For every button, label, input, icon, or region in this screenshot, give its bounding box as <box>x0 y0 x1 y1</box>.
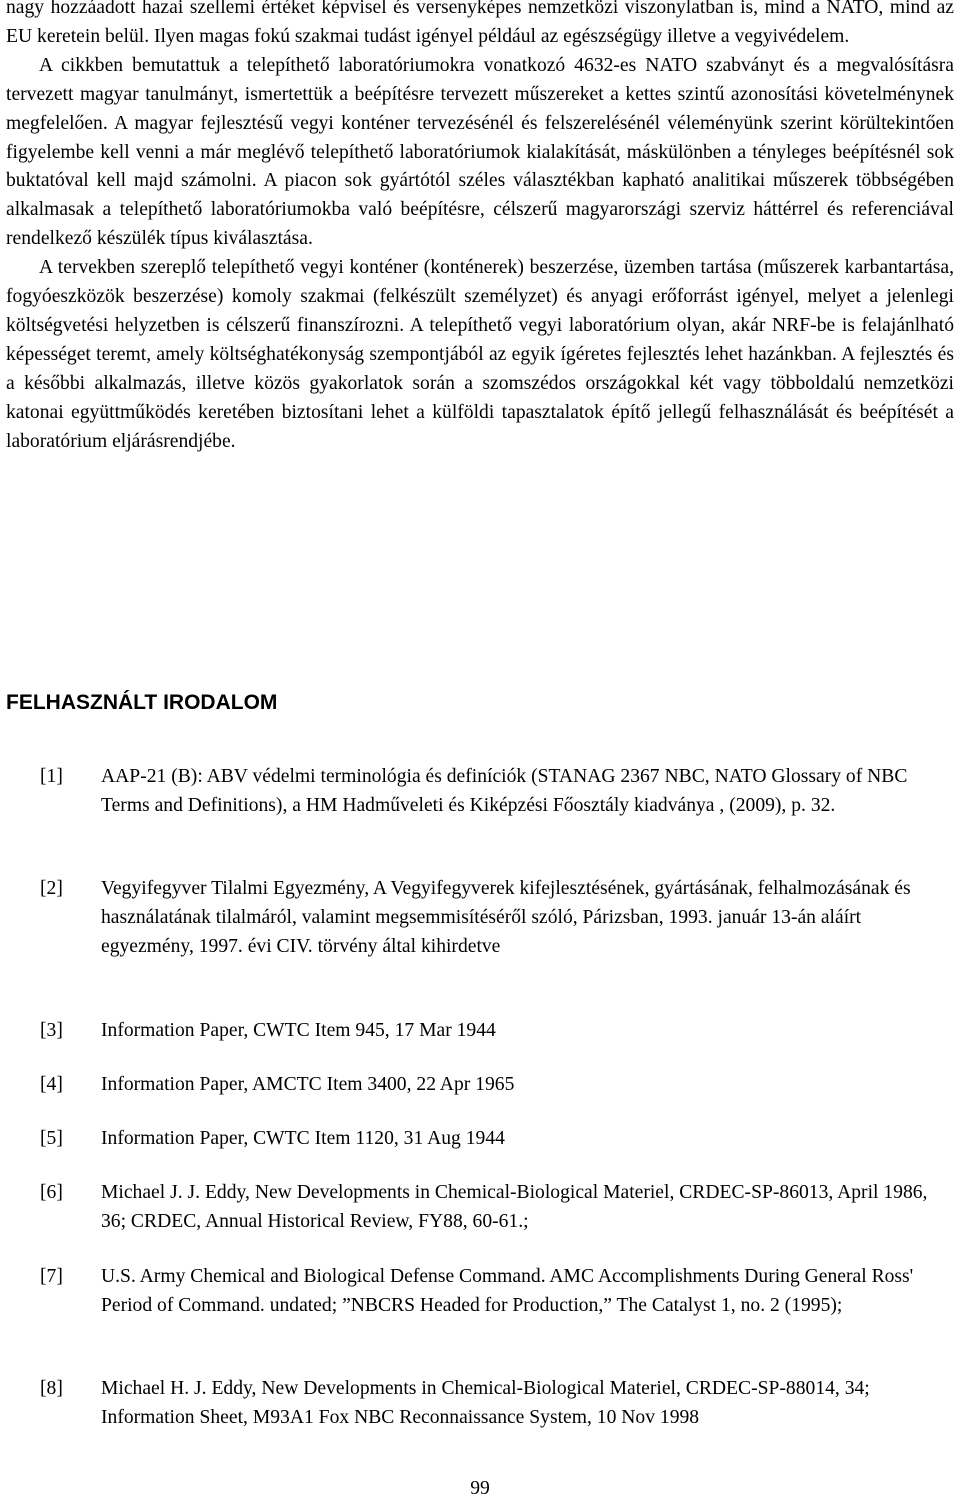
reference-text: Information Paper, CWTC Item 945, 17 Mar 1944 <box>101 1020 496 1041</box>
paragraph-summary-part-1: A cikkben bemutattuk a telepíthető laboratóriumokra vonatkozó 4632-es NATO szabványt és a megvalósításra tervezett magyar tanulmányt, ismertettük a beépítésre tervezett műszereket a kettes szintű azonosítási követelménynek megfelelően. <box>6 54 954 134</box>
reference-number: [6] <box>40 1182 63 1203</box>
reference-number: [1] <box>40 766 63 787</box>
reference-number: [5] <box>40 1128 63 1149</box>
references-heading: FELHASZNÁLT IRODALOM <box>6 691 278 714</box>
reference-text: Vegyifegyver Tilalmi Egyezmény, A Vegyifegyverek kifejlesztésének, gyártásának, felhalmozásának és használatának tilalmáról, valamint megsemmisítéséről szóló, Párizsban, 1993. január 13-án aláírt egyezmény, 1997. évi CIV. törvény által kihirdetve <box>101 878 911 957</box>
paragraph-continued: nagy hozzáadott hazai szellemi értéket képvisel és versenyképes nemzetközi viszonylatban is, mind a NATO, mind az EU keretein belül. Ilyen magas fokú szakmai tudást igényel például az egészségügy illetve a vegyivédelem. <box>6 0 954 47</box>
reference-number: [8] <box>40 1378 63 1399</box>
paragraph-plans: A tervekben szereplő telepíthető vegyi konténer (konténerek) beszerzése, üzemben tartása (műszerek karbantartása, fogyóeszközök beszerzése) komoly szakmai (felkészült személyzet) és anyagi erőforrást igényel, melyet a jelenlegi költségvetési helyzetben is célszerű finanszírozni. A telepíthető vegyi laboratórium olyan, akár NRF-be is felajánlható képességet teremt, amely költséghatékonyság szempontjából az egyik ígéretes fejlesztés lehet hazánkban. A fejlesztés és a későbbi alkalmazás, illetve közös gyakorlatok során a szomszédos országokkal két vagy többoldalú nemzetközi katonai együttműködés keretében biztosítani lehet a külföldi tapasztalatok építő jellegű felhasználását és beépítését a laboratórium eljárásrendjébe. <box>6 257 954 452</box>
paragraph-summary <box>6 52 954 254</box>
page-number: 99 <box>470 1478 490 1499</box>
reference-text: AAP-21 (B): ABV védelmi terminológia és definíciók (STANAG 2367 NBC, NATO Glossary of NBC Terms and Definitions), a HM Hadműveleti és Kiképzési Főosztály kiadványa , (2009), p. 32. <box>101 766 908 816</box>
paragraph-summary-part-2: A magyar fejlesztésű vegyi konténer tervezésénél és felszerelésénél véleményünk szerint körültekintően figyelembe kell venni a már meglévő telepíthető laboratóriumok kialakítását, máskülönben a tényleges beépítésnél sok buktatóval kell majd számolni. <box>6 112 954 192</box>
reference-text: Michael H. J. Eddy, New Developments in Chemical-Biological Materiel, CRDEC-SP-88014, 34; Information Sheet, M93A1 Fox NBC Reconnaissance System, 10 Nov 1998 <box>101 1378 870 1428</box>
paragraph-summary-part-3: A piacon sok gyártótól széles választékban kapható analitikai műszerek többségében alkalmasak a telepíthető laboratóriumokba való beépítésre, célszerű magyarországi szerviz háttérrel és referenciával rendelkező készülék típus kiválasztása. <box>6 170 954 250</box>
reference-number: [2] <box>40 878 63 899</box>
reference-text: Information Paper, CWTC Item 1120, 31 Aug 1944 <box>101 1128 505 1149</box>
reference-number: [3] <box>40 1020 63 1041</box>
reference-text: Information Paper, AMCTC Item 3400, 22 Apr 1965 <box>101 1074 515 1095</box>
body-text <box>6 0 954 457</box>
reference-text: U.S. Army Chemical and Biological Defense Command. AMC Accomplishments During General Ross' Period of Command. undated; ”NBCRS Headed for Production,” The Catalyst 1, no. 2 (1995); <box>101 1266 914 1316</box>
reference-text: Michael J. J. Eddy, New Developments in Chemical-Biological Materiel, CRDEC-SP-86013, April 1986, 36; CRDEC, Annual Historical Review, FY88, 60-61.; <box>101 1182 928 1232</box>
reference-number: [7] <box>40 1266 63 1287</box>
reference-number: [4] <box>40 1074 63 1095</box>
